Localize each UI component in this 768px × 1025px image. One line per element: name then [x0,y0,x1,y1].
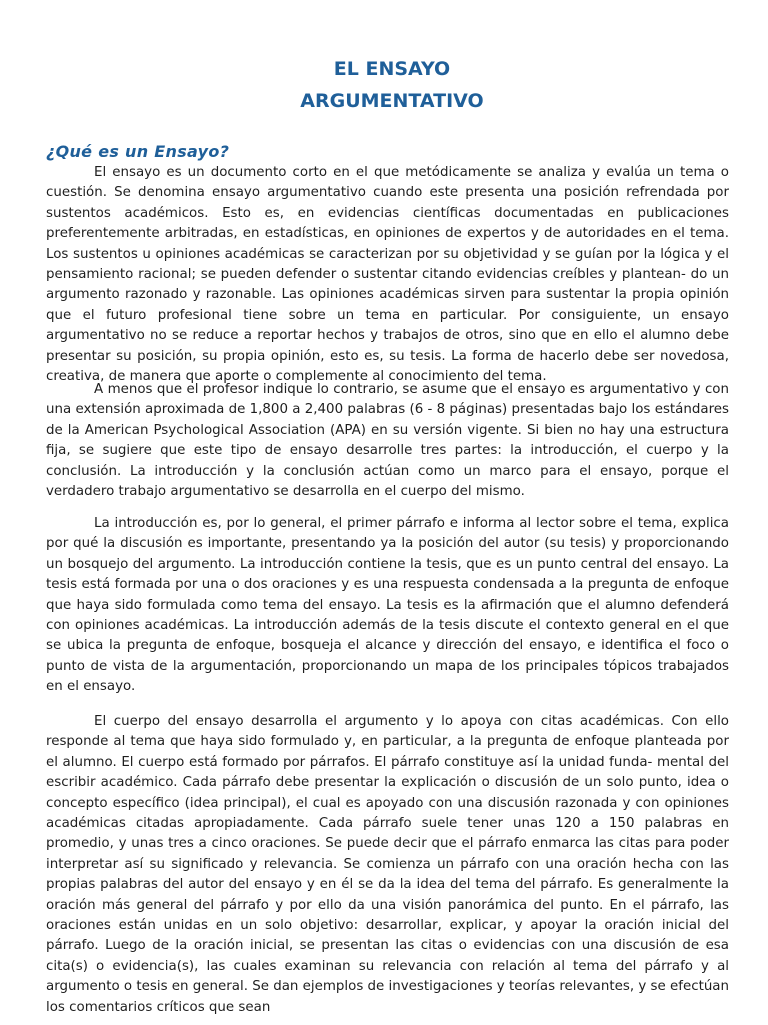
document-title-line-1: EL ENSAYO [333,58,451,80]
paragraph-1-text: El ensayo es un documento corto en el que metódicamente se analiza y evalúa un tema o cuestión. Se denomina ensayo argumentativo cuando este presenta una posición refrendada por sustentos académicos. Esto es, en evidencias científicas documentadas en publicaciones preferentemente arbitradas, en estadísticas, en opiniones de expertos y de autoridades en el tema. Los sustentos u opiniones académicas se caracterizan por su objetividad y se guían por la lógica y el pensamiento racional; se pueden defender o sustentar citando evidencias creíbles y plantean- do un argumento razonado y razonable. Las opiniones académicas sirven para sustentar la propia opinión que el futuro profesional tiene sobre un tema en particular. Por consiguiente, un ensayo argumentativo no se reduce a reportar hechos y trabajos de otros, sino que en ello el alumno debe presentar su posición, su propia opinión, esto es, su tesis. La forma de hacerlo debe ser novedosa, creativa, de manera que aporte o complemente al conocimiento del tema. [46,165,729,385]
paragraph-3-text: La introducción es, por lo general, el primer párrafo e informa al lector sobre el tema, explica por qué la discusión es importante, presentando ya la posición del autor (su tesis) y proporcionando un bosquejo del argumento. La introducción contiene la tesis, que es un punto central del ensayo. La tesis está formada por una o dos oraciones y es una respuesta condensada a la pregunta de enfoque que haya sido formulada como tema del ensayo. La tesis es la afirmación que el alumno defenderá con opiniones académicas. La introducción además de la tesis discute el contexto general en el que se ubica la pregunta de enfoque, bosqueja el alcance y dirección del ensayo, e identifica el foco o punto de vista de la argumentación, proporcionando un mapa de los principales tópicos trabajados en el ensayo. [46,516,729,695]
paragraph-4-text: El cuerpo del ensayo desarrolla el argumento y lo apoya con citas académicas. Con ello responde al tema que haya sido formulado y, en particular, a la pregunta de enfoque planteada por el alumno. El cuerpo está formado por párrafos. El párrafo constituye así la unidad funda- mental del escribir académico. Cada párrafo debe presentar la explicación o discusión de un solo punto, idea o concepto específico (idea principal), el cual es apoyado con una discusión razonada y con opiniones académicas citadas apropiadamente. Cada párrafo suele tener unas 120 a 150 palabras en promedio, y unas tres a cinco oraciones. Se puede decir que el párrafo enmarca las citas para poder interpretar así su significado y relevancia. Se comienza un párrafo con una oración hecha con las propias palabras del autor del ensayo y en él se da la idea del tema del párrafo. Es generalmente la oración más general del párrafo y por ello da una visión panorámica del punto. En el párrafo, las oraciones están unidas en un solo objetivo: desarrollar, explicar, y apoyar la oración inicial del párrafo. Luego de la oración inicial, se presentan las citas o evidencias con una discusión de esa cita(s) o evidencia(s), las cuales examinan su relevancia con relación al tema del párrafo y al argumento o tesis en general. Se dan ejemplos de investigaciones y teorías relevantes, y se efectúan los comentarios críticos que sean [46,714,729,1015]
paragraph-4 [46,712,729,1018]
paragraph-2-text: A menos que el profesor indique lo contrario, se asume que el ensayo es argumentativo y con una extensión aproximada de 1,800 a 2,400 palabras (6 - 8 páginas) presentadas bajo los estándares de la American Psychological Association (APA) en su versión vigente. Si bien no hay una estructura fija, se sugiere que este tipo de ensayo desarrolle tres partes: la introducción, el cuerpo y la conclusión. La introducción y la conclusión actúan como un marco para el ensayo, porque el verdadero trabajo argumentativo se desarrolla en el cuerpo del mismo. [46,382,729,500]
paragraph-2 [46,380,729,502]
section-heading: ¿Qué es un Ensayo? [46,142,230,161]
document-title-line-2: ARGUMENTATIVO [300,90,484,112]
paragraph-3 [46,514,729,698]
paragraph-1 [46,163,729,387]
